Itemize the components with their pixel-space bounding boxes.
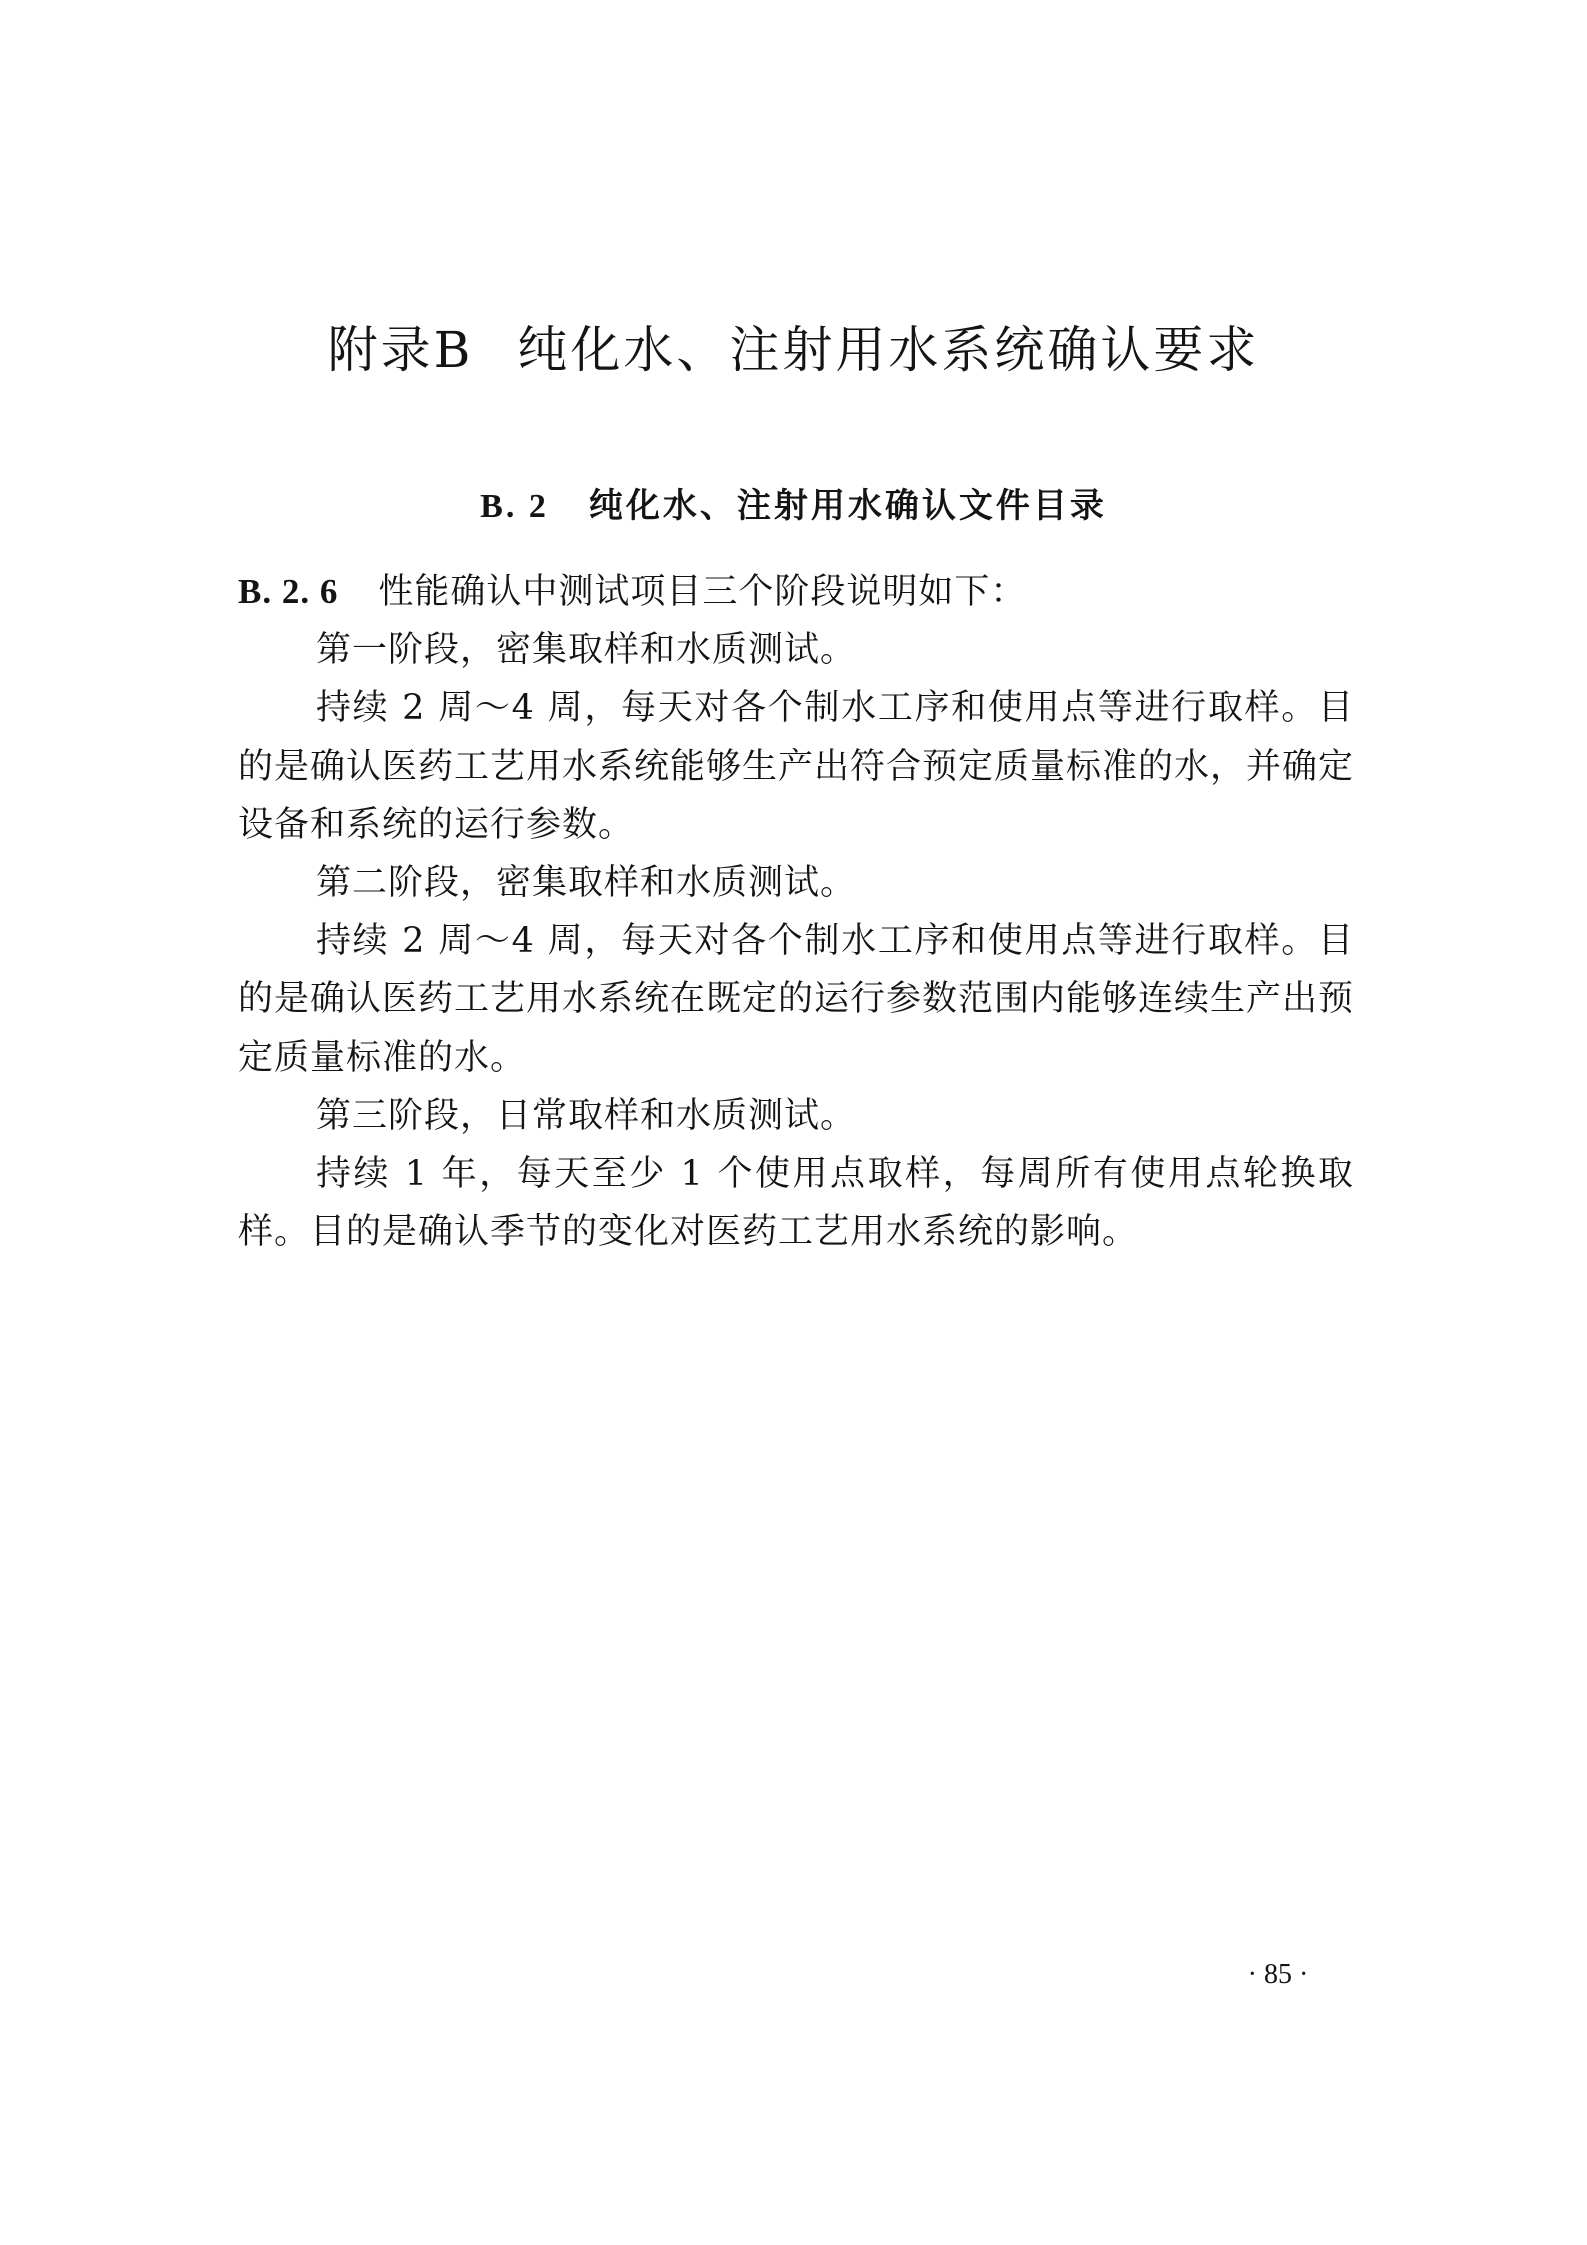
paragraph-stage-3-heading: 第三阶段，日常取样和水质测试。	[316, 1095, 857, 1136]
section-number: B. 2	[480, 488, 549, 525]
paragraph-stage-2-heading: 第二阶段，密集取样和水质测试。	[316, 863, 857, 904]
clause-line	[238, 563, 1354, 621]
appendix-title	[0, 312, 1587, 388]
body-text	[238, 563, 1354, 1261]
paragraph-stage-3-body: 持续 1 年，每天至少 1 个使用点取样，每周所有使用点轮换取样。目的是确认季节的变化对医药工艺用水系统的影响。	[238, 1154, 1354, 1253]
section-title: 纯化水、注射用水确认文件目录	[588, 486, 1107, 526]
appendix-label: 附录B	[327, 321, 474, 379]
clause-number: B. 2. 6	[238, 572, 339, 611]
paragraph-stage-2-body: 持续 2 周～4 周，每天对各个制水工序和使用点等进行取样。目的是确认医药工艺用水系统在既定的运行参数范围内能够连续生产出预定质量标准的水。	[238, 921, 1355, 1078]
paragraph-stage-1-body: 持续 2 周～4 周，每天对各个制水工序和使用点等进行取样。目的是确认医药工艺用水系统能够生产出符合预定质量标准的水，并确定设备和系统的运行参数。	[238, 688, 1355, 845]
appendix-title-text: 纯化水、注射用水系统确认要求	[517, 321, 1260, 379]
page-number: · 85 ·	[1247, 1959, 1309, 1990]
section-heading	[0, 478, 1587, 535]
paragraph-stage-1-heading: 第一阶段，密集取样和水质测试。	[316, 630, 857, 671]
clause-intro: 性能确认中测试项目三个阶段说明如下：	[378, 572, 1027, 612]
